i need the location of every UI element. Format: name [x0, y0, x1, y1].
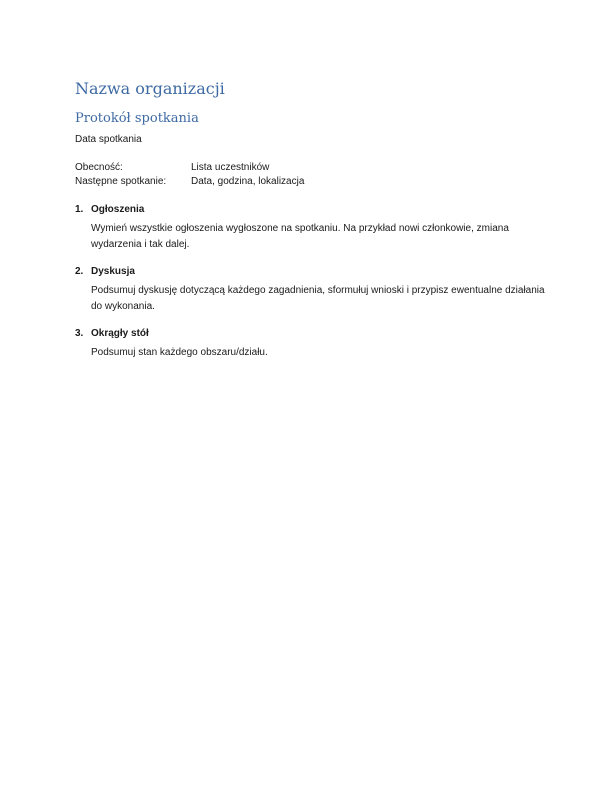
next-meeting-label: Następne spotkanie: — [75, 176, 167, 187]
section-number: 1. — [75, 204, 84, 215]
attendance-value: Lista uczestników — [191, 162, 270, 173]
section-heading — [75, 327, 545, 341]
section-announcements — [75, 203, 545, 253]
section-discussion — [75, 265, 545, 315]
section-heading — [75, 265, 545, 279]
section-title: Ogłoszenia — [91, 204, 145, 215]
meeting-date: Data spotkania — [75, 134, 142, 145]
section-body: Podsumuj stan każdego obszaru/działu. — [91, 347, 268, 358]
section-round-table — [75, 327, 545, 361]
meeting-info — [75, 161, 545, 189]
attendance-label: Obecność: — [75, 162, 123, 173]
section-title: Okrągły stół — [91, 328, 149, 339]
organization-name: Nazwa organizacji — [75, 79, 225, 98]
section-heading — [75, 203, 545, 217]
section-number: 3. — [75, 328, 84, 339]
section-title: Dyskusja — [91, 266, 135, 277]
section-body: Wymień wszystkie ogłoszenia wygłoszone na spotkaniu. Na przykład nowi członkowie, zmiana wydarzenia i tak dalej. — [91, 223, 509, 250]
info-row-next-meeting — [75, 175, 545, 189]
next-meeting-value: Data, godzina, lokalizacja — [191, 176, 305, 187]
info-row-attendance — [75, 161, 545, 175]
document-content — [75, 78, 545, 373]
section-number: 2. — [75, 266, 84, 277]
section-body: Podsumuj dyskusję dotyczącą każdego zagadnienia, sformułuj wnioski i przypisz ewentualne działania do wykonania. — [91, 285, 545, 312]
document-title: Protokół spotkania — [75, 111, 199, 126]
